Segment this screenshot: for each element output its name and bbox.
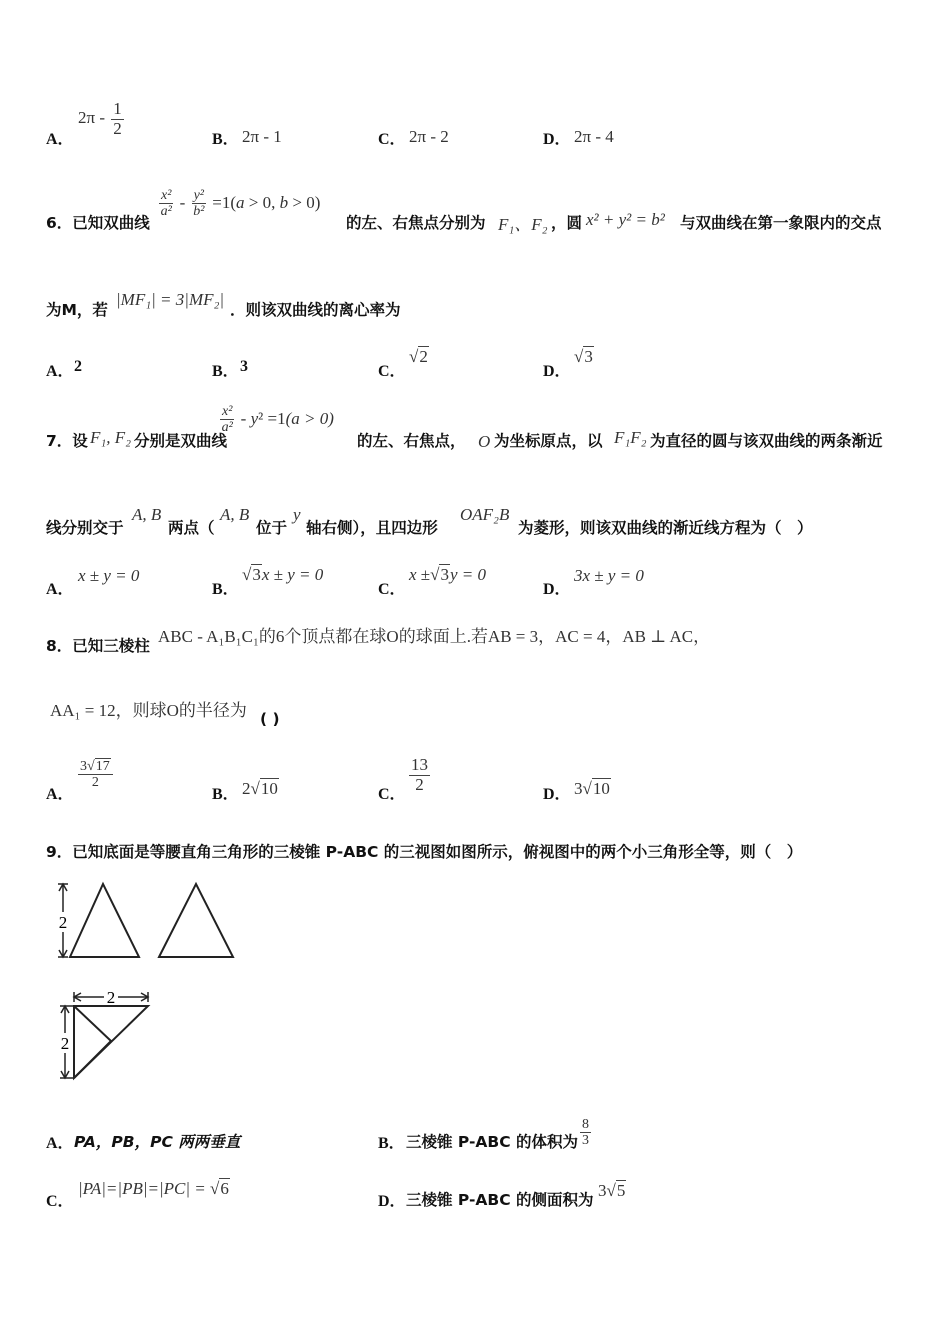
q9-option-b-value: $\frac{8}{3}$ [582, 1117, 589, 1149]
q6-option-d-label: D． [543, 363, 571, 380]
q7-origin: O [478, 432, 491, 451]
q5-option-d-label: D． [543, 131, 571, 148]
q7-option-d-label: D． [543, 581, 571, 598]
q6-hyperbola-eq: $\frac{\text{x²}}{\text{a²}}$ - $\frac{\text{y²}}{\text{b²}}$ =1(a > 0, b > 0) [160, 188, 321, 220]
q8-option-b-label: B． [212, 786, 239, 803]
q5-option-d-expr: 2π - 4 [574, 127, 614, 146]
side-view [159, 884, 233, 957]
q9-option-c-label: C． [46, 1193, 74, 1210]
q8-option-b-value: 2√10 [242, 779, 278, 798]
q7-stem-7: 两点（ [168, 519, 215, 537]
q6-circle-eq: x² + y² = b² [586, 210, 665, 229]
q8-stem-1: 8．已知三棱柱 [46, 637, 150, 655]
top-view-dim-horizontal: 2 [106, 988, 116, 1007]
q5-option-a-label: A． [46, 131, 74, 148]
q7-option-b-label: B． [212, 581, 239, 598]
q5-option-b-expr: 2π - 1 [242, 127, 282, 146]
q5-option-c-label: C． [378, 131, 406, 148]
q8-option-c-label: C． [378, 786, 406, 803]
q7-stem-5: 为直径的圆与该双曲线的两条渐近 [650, 432, 883, 450]
q9-option-c-expr: |PA|=|PB|=|PC| = √6 [78, 1179, 229, 1198]
q7-option-c-expr: x ±√3y = 0 [409, 565, 486, 584]
q7-option-d-expr: 3x ± y = 0 [574, 566, 644, 585]
q7-option-a-label: A． [46, 581, 74, 598]
q9-option-d-value: 3√5 [598, 1181, 626, 1200]
q7-option-b-expr: √3x ± y = 0 [242, 565, 324, 584]
q7-f1f2: F₁F₂ [614, 428, 647, 447]
q6-foci: F₁、F₂ [498, 215, 548, 234]
q6-stem-6: ．则该双曲线的离心率为 [230, 301, 401, 319]
q6-option-b-label: B． [212, 363, 239, 380]
q5-option-b-label: B． [212, 131, 239, 148]
q9-option-b-text: 三棱锥 P-ABC 的体积为 [406, 1133, 578, 1151]
q7-y-axis: y [293, 505, 301, 524]
q6-option-c-label: C． [378, 363, 406, 380]
q6-stem-2: 的左、右焦点分别为 [346, 214, 486, 232]
q8-statement-1: ABC - A₁B₁C₁的6个顶点都在球O的球面上.若AB = 3，AC = 4，AB ⊥ AC， [158, 627, 711, 646]
q7-foci: F₁, F₂ [90, 428, 132, 447]
front-view-dim: 2 [58, 913, 68, 932]
q6-option-d-value: √3 [574, 347, 593, 366]
q6-option-a-value: 2 [74, 358, 82, 375]
q7-stem-8: 位于 [256, 519, 288, 537]
q7-stem-4: 为坐标原点，以 [494, 432, 603, 450]
q8-paren: ( ) [260, 710, 280, 728]
q7-stem-3: 的左、右焦点， [357, 432, 466, 450]
top-view-dim-vertical: 2 [60, 1034, 70, 1053]
q9-option-a-label: A． [46, 1135, 74, 1152]
q7-hyperbola-eq: $\frac{\text{x²}}{\text{a²}}$ - y² =1(a > 0) [221, 404, 334, 436]
q9-option-d-label: D． [378, 1193, 406, 1210]
q7-stem-9: 轴右侧），且四边形 [306, 519, 438, 537]
q9-option-b-label: B． [378, 1135, 405, 1152]
q6-stem-3: ，圆 [551, 214, 583, 232]
q7-stem-6: 线分别交于 [46, 519, 124, 537]
q7-points-ab-2: A, B [220, 505, 250, 524]
q5-option-a-expr: 2π - $\frac{1}{2}$ [78, 99, 122, 138]
q7-option-a-expr: x ± y = 0 [78, 566, 140, 585]
q7-stem-10: 为菱形，则该双曲线的渐近线方程为（ ） [518, 519, 813, 537]
q5-option-c-expr: 2π - 2 [409, 127, 449, 146]
q9-stem: 9．已知底面是等腰直角三角形的三棱锥 P-ABC 的三视图如图所示，俯视图中的两个小三角形全等，则（ ） [46, 843, 803, 861]
q7-option-c-label: C． [378, 581, 406, 598]
q7-quadrilateral: OAF₂B [460, 505, 510, 524]
q7-points-ab: A, B [132, 505, 162, 524]
q7-stem-2: 分别是双曲线 [134, 432, 228, 450]
q6-option-a-label: A． [46, 363, 74, 380]
q6-option-b-value: 3 [240, 358, 248, 375]
q8-option-d-value: 3√10 [574, 779, 610, 798]
q6-stem-5: 为M，若 [46, 301, 108, 319]
q8-option-a-value: $\frac{3√17}{2}$ [76, 758, 115, 791]
q9-option-a-text: PA，PB，PC 两两垂直 [74, 1133, 241, 1151]
q6-option-c-value: √2 [409, 347, 428, 366]
q6-stem-1: 6．已知双曲线 [46, 214, 150, 232]
q6-stem-4: 与双曲线在第一象限内的交点 [680, 214, 882, 232]
q9-option-d-text: 三棱锥 P-ABC 的侧面积为 [406, 1191, 594, 1209]
q8-statement-2: AA₁ = 12，则球O的半径为 [50, 701, 247, 720]
q8-option-d-label: D． [543, 786, 571, 803]
q8-option-c-value: $\frac{13}{2}$ [411, 755, 428, 794]
q8-option-a-label: A． [46, 786, 74, 803]
q7-stem-1: 7．设 [46, 432, 88, 450]
three-view-diagram [50, 876, 250, 1086]
q6-condition: |MF₁| = 3|MF₂| [116, 290, 225, 309]
